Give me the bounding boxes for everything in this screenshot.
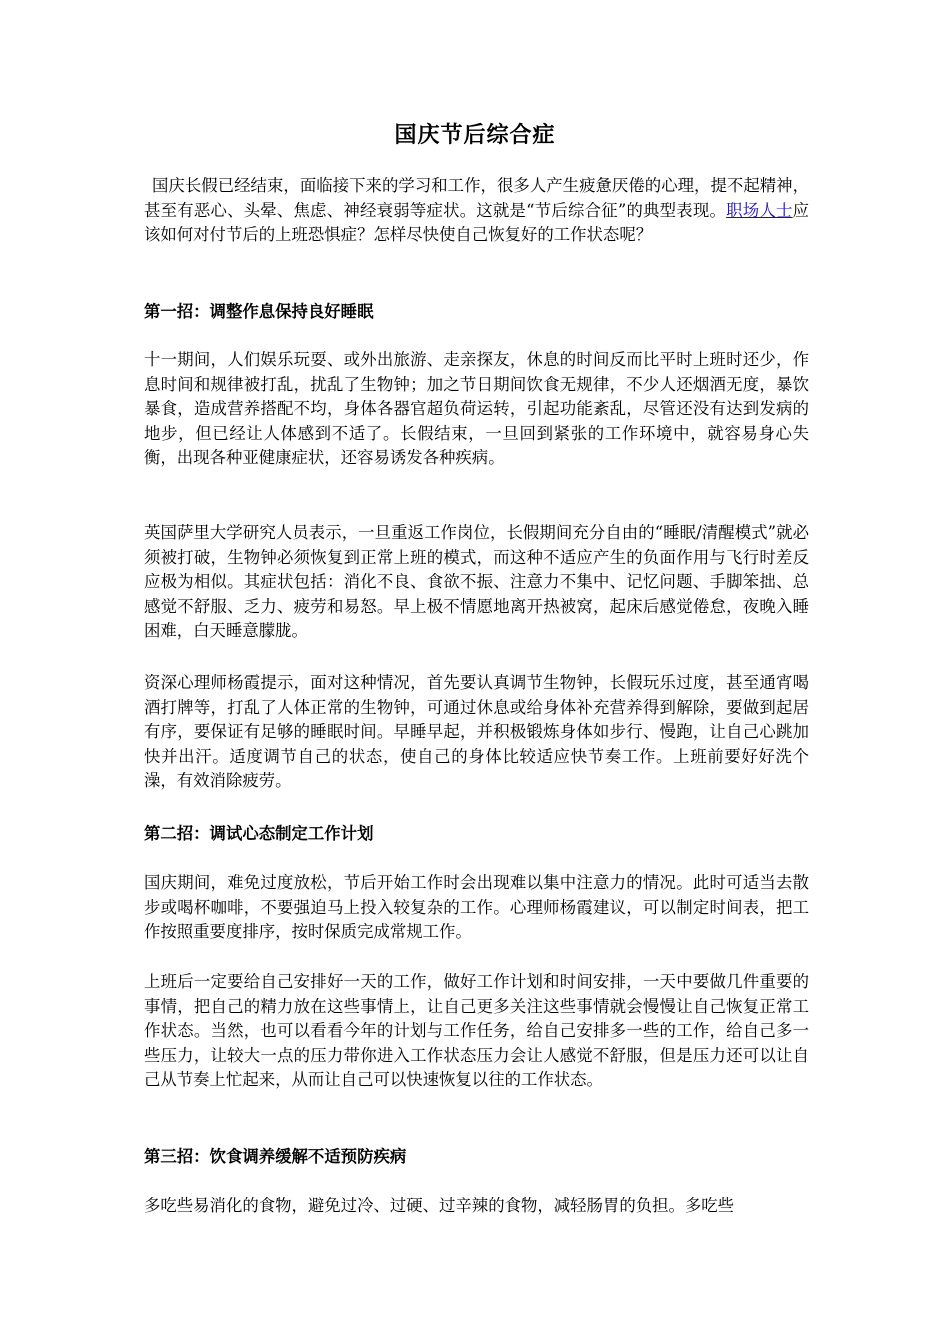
section-2-heading: 第二招：调试心态制定工作计划 — [144, 824, 374, 843]
section-3-heading: 第三招：饮食调养缓解不适预防疾病 — [144, 1147, 407, 1166]
intro-text-before-link: 国庆长假已经结束，面临接下来的学习和工作，很多人产生疲惫厌倦的心理，提不起精神，甚至有恶心、头晕、焦虑、神经衰弱等症状。这就是“节后综合征”的典型表现。 — [144, 176, 809, 220]
section-1-paragraph-1: 十一期间，人们娱乐玩耍、或外出旅游、走亲探友，休息的时间反而比平时上班时还少，作息时间和规律被打乱，扰乱了生物钟；加之节日期间饮食无规律，不少人还烟酒无度，暴饮暴食，造成营养搭配不均，身体各器官超负荷运转，引起功能紊乱，尽管还没有达到发病的地步，但已经让人体感到不适了。长假结束，一旦回到紧张的工作环境中，就容易身心失衡，出现各种亚健康症状，还容易诱发各种疾病。 — [144, 350, 809, 467]
document-title: 国庆节后综合症 — [394, 123, 556, 148]
intro-paragraph — [144, 174, 809, 248]
section-2-paragraph-2: 上班后一定要给自己安排好一天的工作，做好工作计划和时间安排，一天中要做几件重要的事情，把自己的精力放在这些事情上，让自己更多关注这些事情就会慢慢让自己恢复正常工作状态。当然，也可以看看今年的计划与工作任务，给自己安排多一些的工作，给自己多一些压力，让较大一点的压力带你进入工作状态压力会让人感觉不舒服，但是压力还可以让自己从节奏上忙起来，从而让自己可以快速恢复以往的工作状态。 — [144, 972, 809, 1089]
section-1-paragraph-2: 英国萨里大学研究人员表示，一旦重返工作岗位，长假期间充分自由的“睡眠/清醒模式”就必须被打破，生物钟必须恢复到正常上班的模式，而这种不适应产生的负面作用与飞行时差反应极为相似。其症状包括：消化不良、食欲不振、注意力不集中、记忆问题、手脚笨拙、总感觉不舒服、乏力、疲劳和易怒。早上极不情愿地离开热被窝，起床后感觉倦怠，夜晚入睡困难，白天睡意朦胧。 — [144, 523, 809, 640]
workplace-people-link[interactable]: 职场人士 — [726, 200, 793, 220]
section-1-heading: 第一招：调整作息保持良好睡眠 — [144, 302, 374, 321]
section-3-paragraph-1: 多吃些易消化的食物，避免过冷、过硬、过辛辣的食物，减轻肠胃的负担。多吃些 — [144, 1196, 735, 1215]
intro-text-after-link: 应该如何对付节后的上班恐惧症？怎样尽快使自己恢复好的工作状态呢？ — [144, 200, 809, 244]
section-1-paragraph-3: 资深心理师杨霞提示，面对这种情况，首先要认真调节生物钟，长假玩乐过度，甚至通宵喝酒打牌等，打乱了人体正常的生物钟，可通过休息或给身体补充营养得到解除，要做到起居有序，要保证有足够的睡眠时间。早睡早起，并积极锻炼身体如步行、慢跑，让自己心跳加快并出汗。适度调节自己的状态，使自己的身体比较适应快节奏工作。上班前要好好洗个澡，有效消除疲劳。 — [144, 673, 809, 790]
section-2-paragraph-1: 国庆期间，难免过度放松，节后开始工作时会出现难以集中注意力的情况。此时可适当去散步或喝杯咖啡，不要强迫马上投入较复杂的工作。心理师杨霞建议，可以制定时间表，把工作按照重要度排序，按时保质完成常规工作。 — [144, 873, 809, 941]
